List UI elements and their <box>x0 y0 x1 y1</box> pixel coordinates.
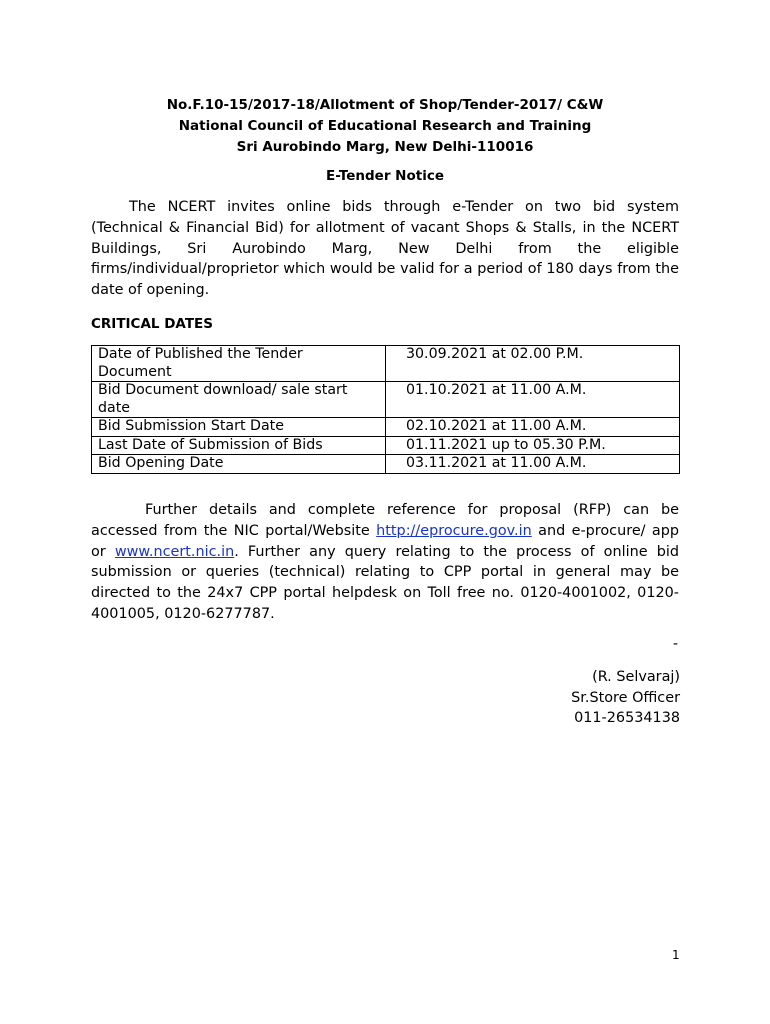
row-value: 02.10.2021 at 11.00 A.M. <box>386 418 680 437</box>
signatory-phone: 011-26534138 <box>574 710 680 726</box>
page-number: 1 <box>672 948 680 962</box>
row-value: 30.09.2021 at 02.00 P.M. <box>386 346 680 382</box>
signatory-designation: Sr.Store Officer <box>571 689 680 706</box>
document-header <box>90 95 680 158</box>
signature-block <box>571 667 680 729</box>
row-label: Bid Submission Start Date <box>92 418 386 437</box>
details-paragraph <box>91 500 679 625</box>
details-text-part-2: and e-procure/ app or <box>91 522 680 560</box>
ncert-website-link[interactable]: www.ncert.nic.in <box>114 543 235 560</box>
table-row <box>92 455 680 474</box>
signatory-name: (R. Selvaraj) <box>592 669 680 685</box>
table-row <box>92 436 680 455</box>
intro-paragraph-text: The NCERT invites online bids through e-Tender on two bid system (Technical & Financial Bid) for allotment of vacant Shops & Stalls, in the NCERT Buildings, Sri Aurobindo Marg, New Delhi from the eligible firms/individual/proprietor which would be valid for a period of 180 days from the date of opening. <box>91 199 679 299</box>
table-row <box>92 382 680 418</box>
details-text-part-3: . Further any query relating to the process of online bid submission or queries (technical) relating to CPP portal in general may be directed to the 24x7 CPP portal helpdesk on Toll free no. 0120-4001002, 0120-4001005, 0120-6277787. <box>91 543 679 622</box>
eprocure-link[interactable]: http://eprocure.gov.in <box>376 522 532 539</box>
critical-dates-table <box>91 345 680 474</box>
details-text-part-1: Further details and complete reference for proposal (RFP) can be accessed from the NIC portal/Website <box>91 502 679 539</box>
organization-name: National Council of Educational Research and Training <box>178 118 592 134</box>
intro-paragraph <box>91 197 679 301</box>
critical-dates-heading: CRITICAL DATES <box>91 316 213 332</box>
reference-number: No.F.10-15/2017-18/Allotment of Shop/Tender-2017/ C&W <box>166 97 604 113</box>
row-value: 03.11.2021 at 11.00 A.M. <box>386 455 680 474</box>
table-row <box>92 346 680 382</box>
row-value: 01.11.2021 up to 05.30 P.M. <box>386 436 680 455</box>
row-label: Bid Document download/ sale start date <box>92 382 386 418</box>
row-label: Last Date of Submission of Bids <box>92 436 386 455</box>
dash-mark: - <box>673 636 679 652</box>
row-label: Bid Opening Date <box>92 455 386 474</box>
row-label: Date of Published the Tender Document <box>92 346 386 382</box>
notice-title: E-Tender Notice <box>325 168 444 184</box>
table-row <box>92 418 680 437</box>
row-value: 01.10.2021 at 11.00 A.M. <box>386 382 680 418</box>
organization-address: Sri Aurobindo Marg, New Delhi-110016 <box>236 139 534 155</box>
